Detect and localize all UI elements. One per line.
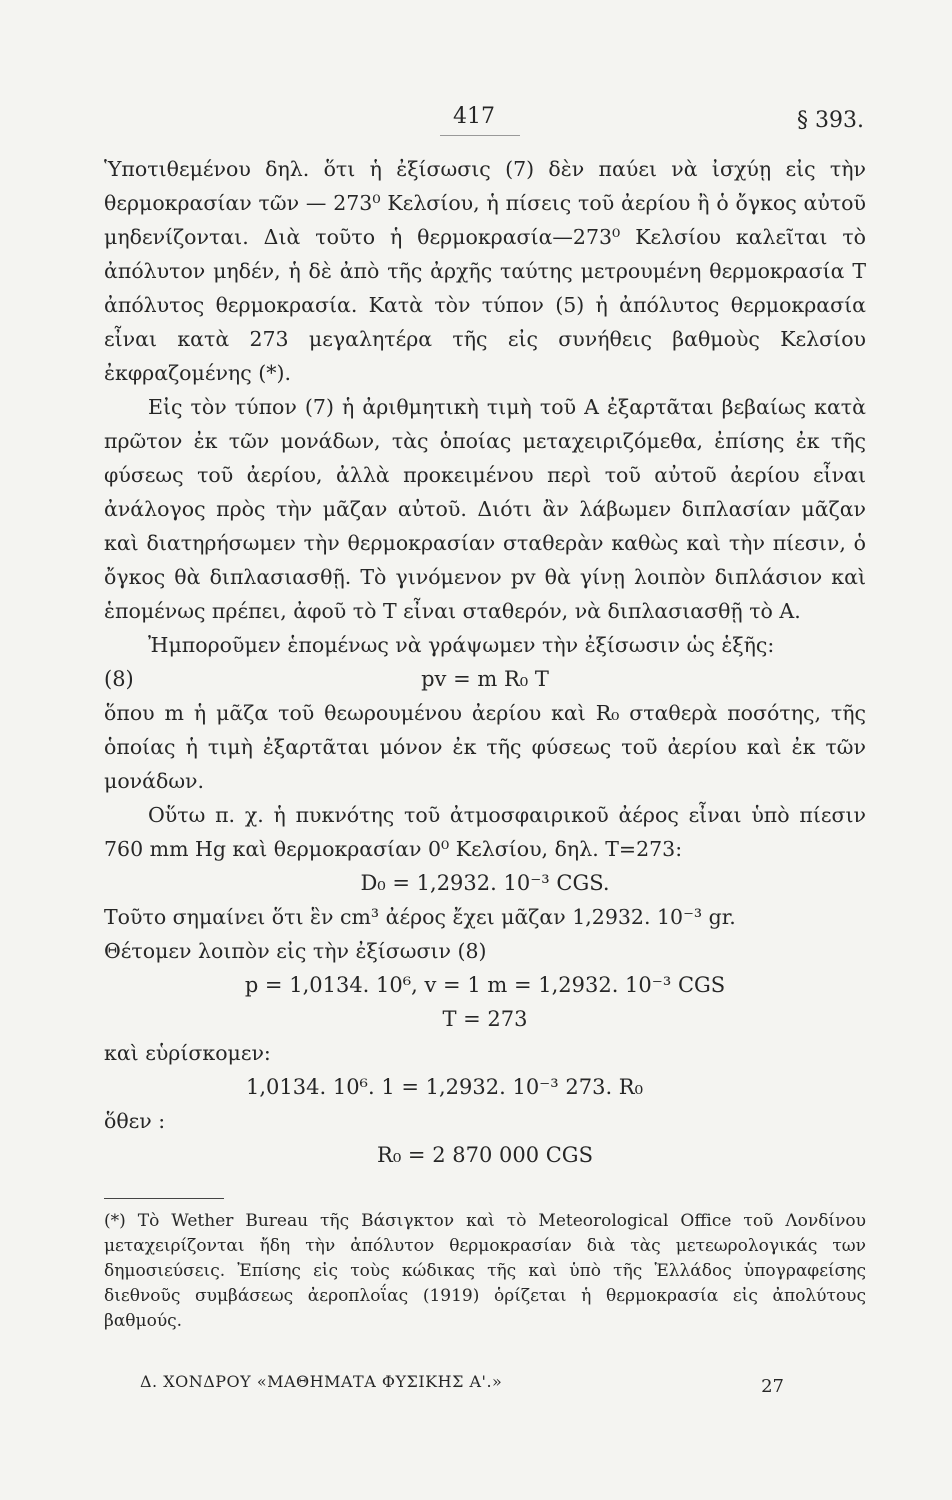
equation-temperature: T = 273 xyxy=(442,1007,528,1031)
equation-result: R₀ = 2 870 000 CGS xyxy=(377,1143,593,1167)
footer-signature: 27 xyxy=(761,1376,784,1397)
equation-find: 1,0134. 10⁶. 1 = 1,2932. 10⁻³ 273. R₀ xyxy=(246,1075,644,1099)
section-number: § 393. xyxy=(797,108,864,133)
equation-8-label: (8) xyxy=(104,667,134,691)
footnote-separator xyxy=(104,1198,224,1199)
footer-book-title: Δ. ΧΟΝΔΡΟΥ «ΜΑΘΗΜΑΤΑ ΦΥΣΙΚΗΣ Α'.» xyxy=(140,1372,503,1391)
paragraph-air-density: Οὕτω π. χ. ἡ πυκνότης τοῦ ἀτμοσφαιρικοῦ ἀέρος εἶναι ὑπὸ πίεσιν 760 mm Hg καὶ θερμοκρασίαν 0⁰ Κελσίου, δηλ. T=273: xyxy=(104,803,866,861)
paragraph-formula-constant: Εἰς τὸν τύπον (7) ἡ ἀριθμητικὴ τιμὴ τοῦ A ἐξαρτᾶται βεβαίως κατὰ πρῶτον ἐκ τῶν μονάδων, τὰς ὁποίας μεταχειριζόμεθα, ἐπίσης ἐκ τῆς φύσεως τοῦ ἀερίου, ἀλλὰ προκειμένου περὶ τοῦ αὐτοῦ ἀερίου εἶναι ἀνάλογος πρὸς τὴν μᾶζαν αὐτοῦ. Διότι ἂν λάβωμεν διπλασίαν μᾶζαν καὶ διατηρήσωμεν τὴν θερμοκρασίαν σταθερὰν καθὼς καὶ τὴν πίεσιν, ὁ ὄγκος θὰ διπλασιασθῇ. Τὸ γινόμενον pv θὰ γίνῃ λοιπὸν διπλάσιον καὶ ἑπομένως πρέπει, ἀφοῦ τὸ T εἶναι σταθερόν, νὰ διπλασιασθῇ τὸ A. xyxy=(104,395,866,623)
equation-8 xyxy=(104,662,866,696)
label-whence: ὅθεν : xyxy=(104,1109,166,1133)
page-footer xyxy=(140,1372,820,1402)
label-find: καὶ εὑρίσκομεν: xyxy=(104,1041,271,1065)
equation-values: p = 1,0134. 10⁶, v = 1 m = 1,2932. 10⁻³ CGS xyxy=(244,973,726,997)
footnote: (*) Τὸ Wether Bureau τῆς Βάσιγκτον καὶ τὸ Meteorological Office τοῦ Λονδίνου μεταχειρίζονται ἤδη τὴν ἀπόλυτον θερμοκρασίαν διὰ τὰς μετεωρολογικάς των δημοσιεύσεις. Ἐπίσης εἰς τοὺς κώδικας τῆς καὶ ὑπὸ τῆς Ἑλλάδος ὑπογραφείσης διεθνοῦς συμβάσεως ἀεροπλοΐας (1919) ὁρίζεται ἡ θερμοκρασία εἰς ἀπολύτους βαθμούς. xyxy=(104,1211,866,1331)
page-header xyxy=(0,102,952,142)
paragraph-absolute-zero: Ὑποτιθεμένου δηλ. ὅτι ἡ ἐξίσωσις (7) δὲν παύει νὰ ἰσχύῃ εἰς τὴν θερμοκρασίαν τῶν — 273⁰ Κελσίου, ἡ πίσεις τοῦ ἀερίου ἢ ὁ ὄγκος αὐτοῦ μηδενίζονται. Διὰ τοῦτο ἡ θερμοκρασία—273⁰ Κελσίου καλεῖται τὸ ἀπόλυτον μηδέν, ἡ δὲ ἀπὸ τῆς ἀρχῆς ταύτης μετρουμένη θερμοκρασία T ἀπόλυτος θερμοκρασία. Κατὰ τὸν τύπον (5) ἡ ἀπόλυτος θερμοκρασία εἶναι κατὰ 273 μεγαλητέρα τῆς εἰς συνήθεις βαθμοὺς Κελσίου ἐκφραζομένης (*). xyxy=(104,157,866,385)
equation-8-formula: pv = m R₀ T xyxy=(421,667,549,691)
equation-density: D₀ = 1,2932. 10⁻³ CGS. xyxy=(360,871,610,895)
paragraph-cm3-mass: Τοῦτο σημαίνει ὅτι ἓν cm³ ἀέρος ἔχει μᾶζαν 1,2932. 10⁻³ gr. xyxy=(104,905,736,929)
paragraph-substitution: Θέτομεν λοιπὸν εἰς τὴν ἐξίσωσιν (8) xyxy=(104,939,487,963)
page-body xyxy=(104,152,866,1334)
header-rule xyxy=(440,135,520,136)
paragraph-equation-intro: Ἠμποροῦμεν ἑπομένως νὰ γράψωμεν τὴν ἐξίσωσιν ὡς ἑξῆς: xyxy=(148,633,775,657)
paragraph-mass-definition: ὅπου m ἡ μᾶζα τοῦ θεωρουμένου ἀερίου καὶ R₀ σταθερὰ ποσότης, τῆς ὁποίας ἡ τιμὴ ἐξαρτᾶται μόνον ἐκ τῆς φύσεως τοῦ ἀερίου καὶ ἐκ τῶν μονάδων. xyxy=(104,701,866,793)
page-number: 417 xyxy=(453,104,495,129)
